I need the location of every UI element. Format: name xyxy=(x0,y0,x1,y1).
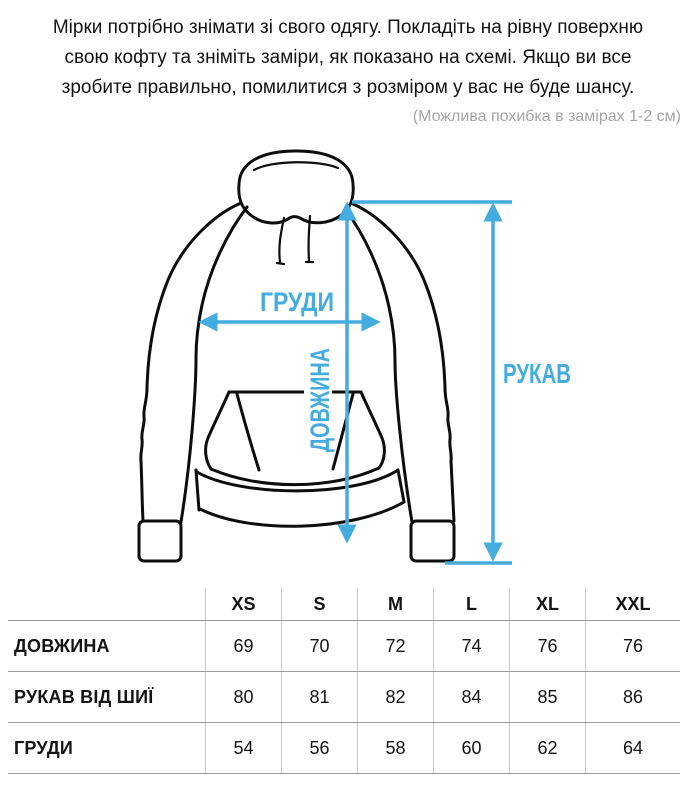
col-header-s: S xyxy=(281,588,357,620)
size-cell: 54 xyxy=(205,723,281,773)
size-cell: 82 xyxy=(357,672,433,722)
hem-band xyxy=(196,470,404,526)
size-cell: 56 xyxy=(281,723,357,773)
size-cell: 58 xyxy=(357,723,433,773)
row-label: ДОВЖИНА xyxy=(14,635,110,656)
size-cell: 64 xyxy=(585,723,680,773)
table-row-sleeve xyxy=(8,672,680,723)
size-cell: 62 xyxy=(509,723,585,773)
length-label: ДОВЖИНА xyxy=(305,310,335,452)
size-cell: 76 xyxy=(585,621,680,671)
right-raglan-seam xyxy=(345,209,412,522)
kangaroo-pocket xyxy=(206,392,385,485)
drawstrings xyxy=(277,216,313,264)
hoodie-outline xyxy=(139,151,454,561)
size-cell: 84 xyxy=(433,672,509,722)
size-cell: 86 xyxy=(585,672,680,722)
col-header-xl: XL xyxy=(509,588,585,620)
size-table xyxy=(8,588,680,774)
col-header-xs: XS xyxy=(205,588,281,620)
left-cuff xyxy=(139,521,181,561)
table-row-chest xyxy=(8,723,680,774)
size-table-header-row xyxy=(8,588,680,621)
left-raglan-seam xyxy=(181,207,247,522)
intro-paragraph xyxy=(0,0,696,103)
sleeve-label: РУКАВ xyxy=(503,358,571,389)
chest-label: ГРУДИ xyxy=(260,287,334,317)
corner-cell xyxy=(8,588,205,620)
col-header-xxl: XXL xyxy=(585,588,680,620)
size-cell: 85 xyxy=(509,672,585,722)
size-cell: 81 xyxy=(281,672,357,722)
size-cell: 72 xyxy=(357,621,433,671)
col-header-m: M xyxy=(357,588,433,620)
size-cell: 80 xyxy=(205,672,281,722)
right-cuff xyxy=(411,521,454,561)
size-cell: 69 xyxy=(205,621,281,671)
intro-line: зробите правильно, помилитися з розміром у вас не буде шансу. xyxy=(61,77,635,98)
row-label: ГРУДИ xyxy=(14,737,74,758)
hoodie-diagram-svg xyxy=(0,140,696,588)
table-row-length xyxy=(8,621,680,672)
hood-fold-line xyxy=(254,162,338,170)
size-cell: 74 xyxy=(433,621,509,671)
intro-line: Мірки потрібно знімати зі свого одягу. Покладіть на рівну поверхню xyxy=(52,17,644,38)
col-header-l: L xyxy=(433,588,509,620)
size-cell: 60 xyxy=(433,723,509,773)
row-label: РУКАВ ВІД ШИЇ xyxy=(14,686,154,707)
tolerance-note: (Можлива похибка в замірах 1-2 см) xyxy=(412,108,681,125)
size-cell: 76 xyxy=(509,621,585,671)
intro-line: свою кофту та зніміть заміри, як показано на схемі. Якщо ви все xyxy=(64,47,632,68)
size-cell: 70 xyxy=(281,621,357,671)
hoodie-measurement-diagram xyxy=(0,140,696,588)
